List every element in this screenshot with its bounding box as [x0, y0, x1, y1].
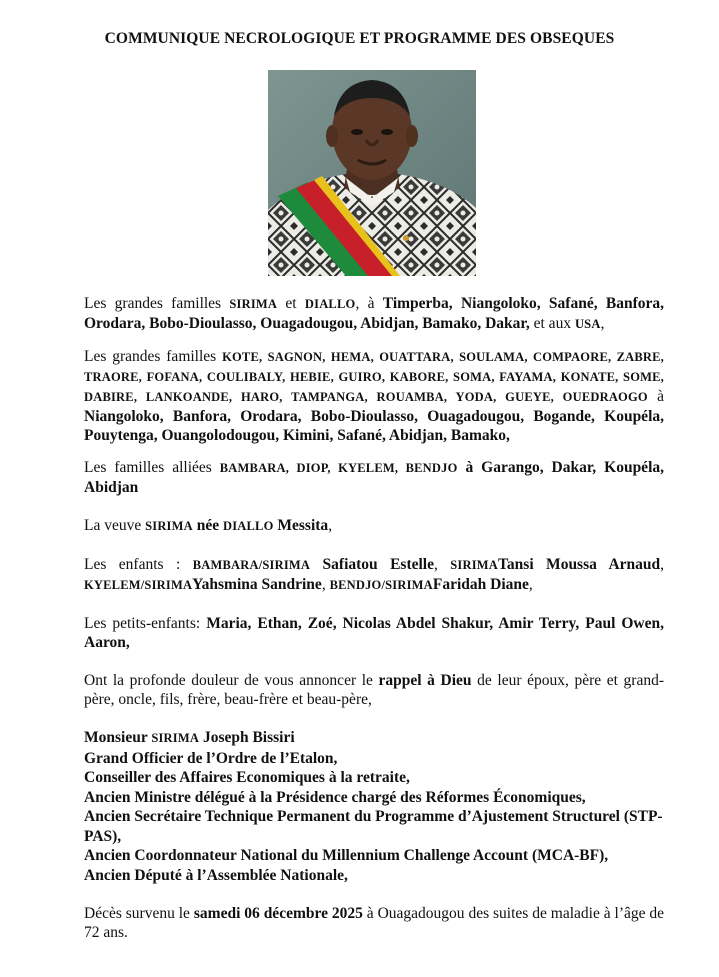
portrait-photo [268, 70, 476, 276]
families-2-places: Niangoloko, Banfora, Orodara, Bobo-Dioulasso, Ouagadougou, Bogande, Koupéla, Pouytenga, Ouangolodougou, Kimini, Safané, Abidjan, Bamako, [84, 408, 664, 444]
death-notice-lead: Décès survenu le [84, 905, 190, 922]
deceased-title: Grand Officier de l’Ordre de l’Etalon, [84, 749, 338, 767]
deceased-given-name: Joseph Bissiri [202, 729, 295, 746]
widow-first-name: Messita [277, 517, 329, 534]
deceased-title: Conseiller des Affaires Economiques à la retraite, [84, 769, 410, 786]
paragraph-children: Les enfants : BAMBARA/SIRIMA Safiatou Estelle, SIRIMATansi Moussa Arnaud, KYELEM/SIRIMAYahsmina Sandrine, BENDJO/SIRIMAFaridah Diane, [84, 556, 664, 593]
widow-end: , [328, 517, 333, 534]
announcement-emphasis: rappel à Dieu [378, 672, 472, 689]
page-title: COMMUNIQUE NECROLOGIQUE ET PROGRAMME DES OBSEQUES [104, 30, 615, 47]
child-2-surname: SIRIMA [450, 558, 499, 572]
families-1-and: et [285, 295, 297, 312]
deceased-title: Ancien Secrétaire Technique Permanent du Programme d’Ajustement Structurel (STP-PAS), [84, 808, 663, 845]
allied-families-lead: Les familles alliées [84, 459, 212, 476]
child-3-name: Yahsmina Sandrine [192, 576, 322, 593]
families-2-names: KOTE, SAGNON, HEMA, OUATTARA, SOULAMA, COMPAORE, ZABRE, TRAORE, FOFANA, COULIBALY, HEBIE, GUIRO, KABORE, SOMA, FAYAMA, KONATE, SOME, DABIRE, LANKOANDE, HARO, TAMPANGA, ROUAMBA, YODA, GUEYE, OUEDRAOGO [84, 350, 665, 404]
child-1-surname: BAMBARA/SIRIMA [192, 558, 311, 572]
child-1-name: Safiatou Estelle [322, 556, 434, 573]
deceased-title: Ancien Député à l’Assemblée Nationale, [84, 866, 348, 884]
families-1-name-sirima: SIRIMA [229, 297, 278, 311]
families-1-places: Timperba, Niangoloko, Safané, Banfora, Orodara, Bobo-Dioulasso, Ouagadougou, Abidjan, Bamako, Dakar, [84, 295, 665, 332]
families-1-name-diallo: DIALLO [304, 297, 356, 311]
grandchildren-lead: Les petits-enfants: [84, 615, 201, 632]
deceased-block [84, 728, 664, 885]
widow-name-1: SIRIMA [145, 519, 193, 533]
families-2-lead: Les grandes familles [84, 348, 217, 365]
paragraph-widow [84, 516, 664, 536]
deceased-title: Ancien Ministre délégué à la Présidence chargé des Réformes Économiques, [84, 788, 586, 806]
paragraph-grandchildren [84, 614, 664, 652]
deceased-prefix: Monsieur [84, 729, 148, 746]
announcement-tail: de leur époux, père et grand-père, oncle, fils, frère, beau-frère et beau-père, [84, 672, 664, 708]
children-lead: Les enfants : [84, 556, 181, 573]
families-1-tail: et aux [533, 315, 572, 332]
obituary-body [84, 294, 664, 942]
families-1-mid: , à [355, 295, 375, 312]
paragraph-families-2 [84, 347, 664, 445]
paragraph-allied-families [84, 458, 664, 497]
deceased-title: Ancien Coordonnateur National du Millennium Challenge Account (MCA-BF), [84, 847, 609, 864]
paragraph-death-notice [84, 904, 664, 942]
widow-lead: La veuve [84, 517, 142, 534]
paragraph-families-1 [84, 294, 664, 334]
deceased-surname: SIRIMA [151, 731, 200, 745]
widow-name-2: DIALLO [222, 519, 274, 533]
families-2-mid: à [657, 388, 665, 405]
paragraph-announcement [84, 671, 664, 709]
grandchildren-names: Maria, Ethan, Zoé, Nicolas Abdel Shakur, Amir Terry, Paul Owen, Aaron, [84, 615, 665, 651]
child-3-surname: KYELEM/SIRIMA [84, 578, 193, 592]
deceased-name-line [84, 728, 664, 749]
announcement-lead: Ont la profonde douleur de vous annoncer le [84, 672, 373, 689]
portrait-illustration [268, 70, 476, 276]
allied-families-places: à Garango, Dakar, Koupéla, Abidjan [84, 459, 664, 496]
allied-families-names: BAMBARA, DIOP, KYELEM, BENDJO [219, 461, 458, 475]
families-1-end: , [600, 315, 605, 332]
child-4-surname: BENDJO/SIRIMA [329, 578, 433, 592]
child-2-name: Tansi Moussa Arnaud [498, 556, 661, 573]
families-1-lead: Les grandes familles [84, 295, 222, 312]
death-notice-date: samedi 06 décembre 2025 [193, 905, 363, 922]
child-4-name: Faridah Diane [432, 576, 529, 593]
families-1-last: USA [574, 317, 601, 331]
widow-nee: née [196, 517, 220, 534]
death-notice-tail: à Ouagadougou des suites de maladie à l’âge de 72 ans. [84, 905, 665, 941]
